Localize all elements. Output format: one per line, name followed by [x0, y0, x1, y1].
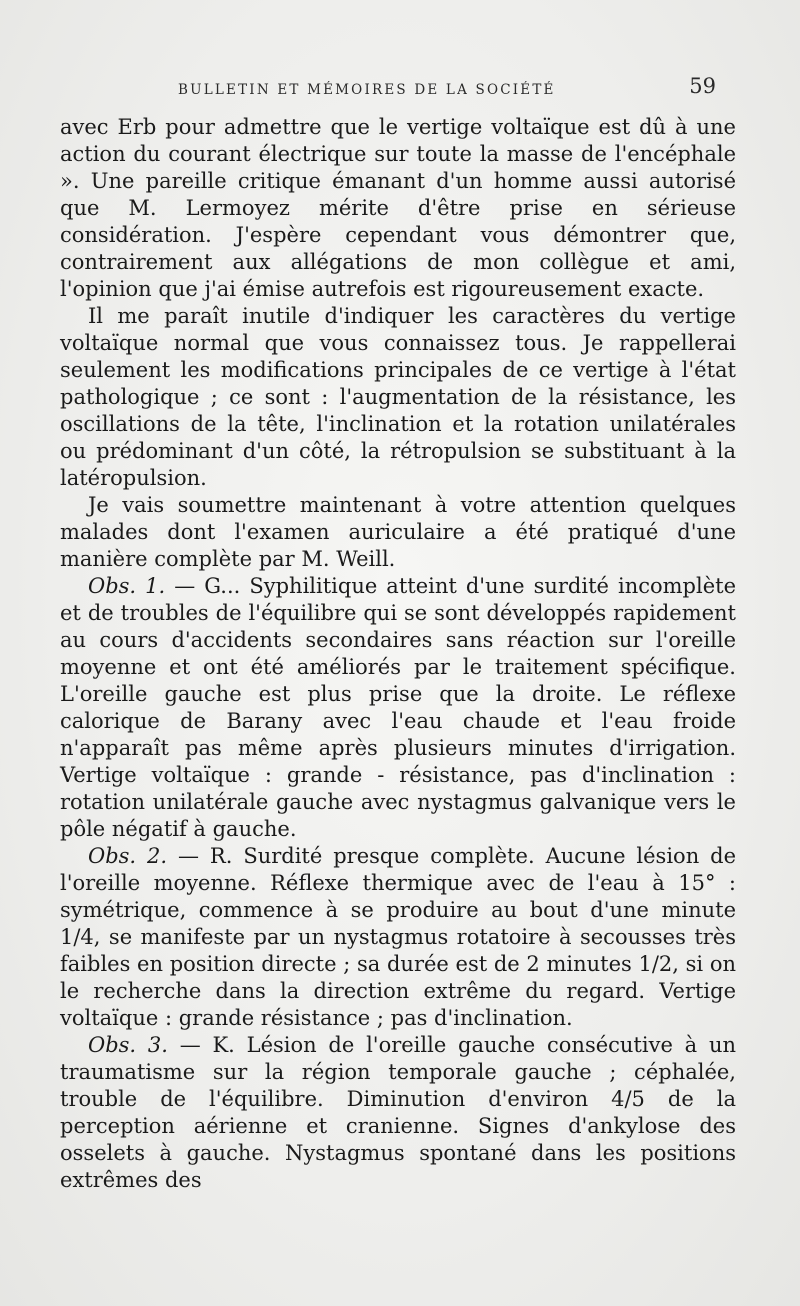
paragraph-3 — [60, 492, 736, 573]
paragraph-1-text: avec Erb pour admettre que le vertige voltaïque est dû à une action du courant électrique sur toute la masse de l'encéphale ». Une pareille critique émanant d'un homme aussi autorisé que M. Lermoyez mérite d'être prise en sérieuse considération. J'espère cependant vous démontrer que, contrairement aux allégations de mon collègue et ami, l'opinion que j'ai émise autrefois est rigoureusement exacte. — [60, 115, 736, 301]
observation-2-text: — R. Surdité presque complète. Aucune lésion de l'oreille moyenne. Réflexe thermique avec de l'eau à 15° : symétrique, commence à se produire au bout d'une minute 1/4, se manifeste par un nystagmus rotatoire à secousses très faibles en position directe ; sa durée est de 2 minutes 1/2, si on le recherche dans la direction extrême du regard. Vertige voltaïque : grande résistance ; pas d'inclination. — [60, 844, 737, 1030]
paragraph-3-text: Je vais soumettre maintenant à votre attention quelques malades dont l'examen auriculaire a été pratiqué d'une manière complète par M. Weill. — [60, 493, 736, 571]
observation-1-text: — G... Syphilitique atteint d'une surdité incomplète et de troubles de l'équilibre qui se sont développés rapidement au cours d'accidents secondaires sans réaction sur l'oreille moyenne et ont été améliorés par le traitement spécifique. L'oreille gauche est plus prise que la droite. Le réflexe calorique de Barany avec l'eau chaude et l'eau froide n'apparaît pas même après plusieurs minutes d'irrigation. Vertige voltaïque : grande - résistance, pas d'inclination : rotation unilatérale gauche avec nystagmus galvanique vers le pôle négatif à gauche. — [60, 574, 736, 841]
paragraph-1 — [60, 114, 736, 303]
paragraph-2 — [60, 303, 736, 492]
observation-2-label: Obs. 2. — [88, 844, 168, 868]
running-title: BULLETIN ET MÉMOIRES DE LA SOCIÉTÉ — [178, 82, 556, 98]
paragraph-2-text: Il me paraît inutile d'indiquer les caractères du vertige voltaïque normal que vous connaissez tous. Je rappellerai seulement les modifications principales de ce vertige à l'état pathologique ; ce sont : l'augmentation de la résistance, les oscillations de la tête, l'inclination et la rotation unilatérales ou prédominant d'un côté, la rétropulsion se substituant à la latéropulsion. — [60, 304, 736, 490]
observation-2 — [60, 843, 736, 1032]
observation-1 — [60, 573, 736, 843]
body-text — [60, 114, 736, 1194]
observation-1-label: Obs. 1. — [88, 574, 166, 598]
observation-3-text: — K. Lésion de l'oreille gauche consécutive à un traumatisme sur la région temporale gauche ; céphalée, trouble de l'équilibre. Diminution d'environ 4/5 de la perception aérienne et cranienne. Signes d'ankylose des osselets à gauche. Nystagmus spontané dans les positions extrêmes des — [60, 1033, 736, 1192]
observation-3 — [60, 1032, 736, 1194]
page-number: 59 — [689, 74, 716, 98]
observation-3-label: Obs. 3. — [88, 1033, 168, 1057]
running-head — [60, 76, 720, 104]
